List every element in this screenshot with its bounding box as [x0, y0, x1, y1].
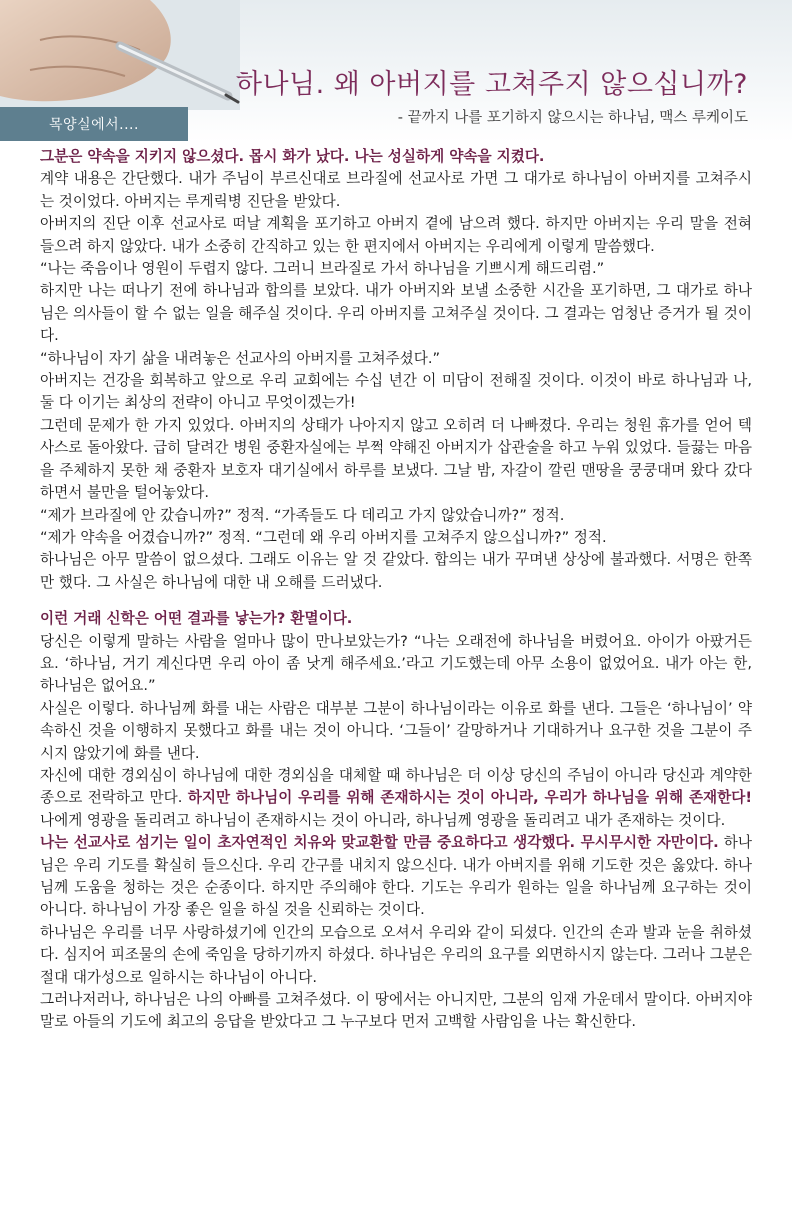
quote-paragraph: “제가 약속을 어겼습니까?” 정적. “그런데 왜 우리 아버지를 고쳐주지 않으십니까?” 정적.	[40, 528, 607, 546]
paragraph	[40, 832, 752, 922]
article-body	[40, 146, 752, 1034]
quote-paragraph: “하나님이 자기 삶을 내려놓은 선교사의 아버지를 고쳐주셨다.”	[40, 349, 441, 367]
paragraph: 하나님은 우리를 너무 사랑하셨기에 인간의 모습으로 오셔서 우리와 같이 되셨다. 인간의 손과 발과 눈을 취하셨다. 심지어 피조물의 손에 죽임을 당하기까지 하셨다. 하나님은 우리의 요구를 외면하시지 않는다. 그러나 그분은 절대 대가성으로 일하시는 하나님이 아니다.	[40, 923, 752, 986]
paragraph: 그러나저러나, 하나님은 나의 아빠를 고쳐주셨다. 이 땅에서는 아니지만, 그분의 임재 가운데서 말이다. 아버지야말로 아들의 기도에 최고의 응답을 받았다고 그 누구보다 먼저 고백할 사람임을 나는 확신한다.	[40, 991, 752, 1031]
quote-paragraph: “나는 죽음이나 영원이 두렵지 않다. 그러니 브라질로 가서 하나님을 기쁘시게 해드리렴.”	[40, 260, 605, 278]
quote-paragraph: “제가 브라질에 안 갔습니까?” 정적. “가족들도 다 데리고 가지 않았습니까?” 정적.	[40, 506, 565, 524]
paragraph: 아버지는 건강을 회복하고 앞으로 우리 교회에는 수십 년간 이 미담이 전해질 것이다. 이것이 바로 하나님과 나, 둘 다 이기는 최상의 전략이 아니고 무엇이겠는가!	[40, 372, 752, 412]
paragraph-text: 하나님은 우리 기도를 확실히 들으신다. 우리 간구를 내치지 않으신다. 내가 아버지를 위해 기도한 것은 옳았다. 하나님께 도움을 청하는 것은 순종이다. 하지만 주의해야 한다. 기도는 우리가 원하는 일을 하나님께 요구하는 것이 아니다. 하나님이 가장 좋은 일을 하실 것을 신뢰하는 것이다.	[40, 834, 752, 919]
hand-writing-with-pen-icon	[0, 0, 240, 110]
paragraph-text: 나에게 영광을 돌리려고 하나님이 존재하시는 것이 아니라, 하나님께 영광을 돌리려고 내가 존재하는 것이다.	[40, 811, 726, 829]
section-gap	[40, 594, 752, 608]
highlight-text: 나는 선교사로 섬기는 일이 초자연적인 치유와 맞교환할 만큼 중요하다고 생각했다. 무시무시한 자만이다.	[40, 834, 719, 852]
paragraph: 사실은 이렇다. 하나님께 화를 내는 사람은 대부분 그분이 하나님이라는 이유로 화를 낸다. 그들은 ‘하나님이’ 약속하신 것을 이행하지 못했다고 화를 내는 것이 아니다. ‘그들이’ 갈망하거나 기대하거나 요구한 것을 그분이 주시지 않았기에 화를 낸다.	[40, 699, 752, 762]
section-heading: 그분은 약속을 지키지 않으셨다. 몹시 화가 났다. 나는 성실하게 약속을 지켰다.	[40, 148, 545, 165]
paragraph	[40, 765, 752, 832]
page-header	[0, 0, 792, 142]
paragraph: 하지만 나는 떠나기 전에 하나님과 합의를 보았다. 내가 아버지와 보낼 소중한 시간을 포기하면, 그 대가로 하나님은 의사들이 할 수 없는 일을 해주실 것이다. 우리 아버지를 고쳐주실 것이다. 그 결과는 엄청난 증거가 될 것이다.	[40, 282, 752, 345]
paragraph: 아버지의 진단 이후 선교사로 떠날 계획을 포기하고 아버지 곁에 남으려 했다. 하지만 아버지는 우리 말을 전혀 들으려 하지 않았다. 내가 소중히 간직하고 있는 한 편지에서 아버지는 우리에게 이렇게 말씀했다.	[40, 215, 752, 255]
page-title: 하나님. 왜 아버지를 고쳐주지 않으십니까?	[235, 69, 748, 100]
section-heading: 이런 거래 신학은 어떤 결과를 낳는가? 환멸이다.	[40, 610, 353, 628]
page-subtitle: - 끝까지 나를 포기하지 않으시는 하나님, 맥스 루케이도	[397, 110, 748, 126]
paragraph: 계약 내용은 간단했다. 내가 주님이 부르신대로 브라질에 선교사로 가면 그 대가로 하나님이 아버지를 고쳐주시는 것이었다. 아버지는 루게릭병 진단을 받았다.	[40, 170, 752, 210]
paragraph: 당신은 이렇게 말하는 사람을 얼마나 많이 만나보았는가? “나는 오래전에 하나님을 버렸어요. 아이가 아팠거든요. ‘하나님, 거기 계신다면 우리 아이 좀 낫게 해주세요.’라고 기도했는데 아무 소용이 없었어요. 내가 아는 한, 하나님은 없어요.”	[40, 632, 752, 695]
paragraph-text: 자신에 대한 경외심이 하나님에 대한 경외심을 대체할 때 하나님은 더 이상 당신의 주님이 아니라 당신과 계약한 종으로 전락하고 만다.	[40, 766, 752, 807]
highlight-text: 하지만 하나님이 우리를 위해 존재하시는 것이 아니라, 우리가 하나님을 위해 존재한다!	[187, 789, 752, 807]
paragraph: 하나님은 아무 말씀이 없으셨다. 그래도 이유는 알 것 같았다. 합의는 내가 꾸며낸 상상에 불과했다. 서명은 한쪽만 했다. 그 사실은 하나님에 대한 내 오해를 드러냈다.	[40, 551, 752, 591]
section-tab: 목양실에서....	[0, 107, 188, 141]
paragraph: 그런데 문제가 한 가지 있었다. 아버지의 상태가 나아지지 않고 오히려 더 나빠졌다. 우리는 청원 휴가를 얻어 텍사스로 돌아왔다. 급히 달려간 병원 중환자실에는 부쩍 약해진 아버지가 삽관술을 하고 누워 있었다. 들끓는 마음을 주체하지 못한 채 중환자 보호자 대기실에서 하루를 보냈다. 그날 밤, 자갈이 깔린 맨땅을 쿵쿵대며 왔다 갔다 하면서 불만을 털어놓았다.	[40, 416, 752, 502]
